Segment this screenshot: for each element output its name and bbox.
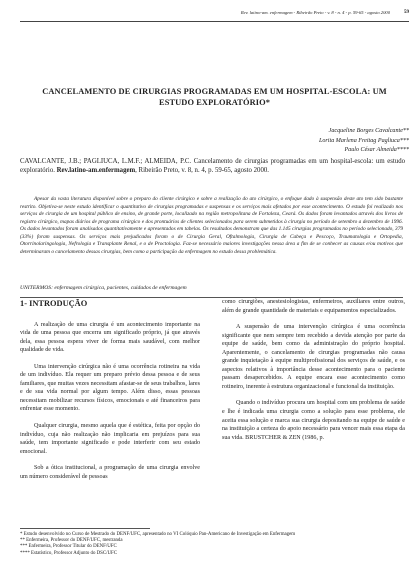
citation-details: , Ribeirão Preto, v. 8, n. 4, p. 59-65, agosto 2000.	[135, 167, 269, 175]
citation-authors-title: CAVALCANTE, J.B.; PAGLIUCA, L.M.F.; ALMEIDA, P.C. Cancelamento de cirurgias programadas em um hospital-escola: um estudo exploratório.	[20, 158, 405, 175]
footnote-divider	[20, 528, 150, 529]
footnotes	[20, 532, 410, 557]
abstract: Apesar da vasta literatura disponível sobre o preparo do cliente cirúrgico e sobre a realização do ato cirúrgico, o enfoque dado à suspensão deste ato tem sido bastante restrito. Objetiva-se neste estudo identificar o quantitativo de cirurgias programadas e suspensas e os serviços mais afetados por esse acontecimento. O estudo foi realizado nos serviços de cirurgia de um hospital público de ensino, de grande porte, localizado na região metropolitana de Fortaleza, Ceará. Os dados foram levantados através dos livros de registro cirúrgico, mapas diários de programa cirúrgico e dos prontuários de clientes selecionados para serem submetidos à cirurgia no período de setembro a dezembro de 1996. Os dados levantados foram analisados quantitativamente e apresentados em tabelas. Os resultados demonstram que das 1.145 cirurgias programadas no período selecionado, 379 (33%) foram suspensas. Os serviços mais prejudicados foram o de Cirurgia Geral, Oftalmologia, Cirurgia de Cabeça e Pescoço, Traumatologia e Ortopedia, Otorrinolaringologia, Nefrologia e Transplante Renal, e o de Proctologia. Faz-se necessário maiores investigações nessa área a fim de se conhecer as causas e/ou motivos que determinaram o cancelamento dessas cirurgias, bem como a participação da enfermagem no estudo dessa problemática.	[20, 196, 403, 255]
footnote-3: *** Enfermeira, Professor Titular do DENF/UFC	[20, 544, 117, 550]
paragraph: A suspensão de uma intervenção cirúrgica é uma ocorrência significante que nem sempre tem recebido a devida atenção por parte da equipe de saúde, bem como da administração do próprio hospital. Aparentemente, o cancelamento de cirurgias programadas não causa grande inquietação à equipe multiprofissional dos serviços de saúde, e os aspectos relativos à importância desse acontecimento para o paciente passam desapercebidos. A equipe encara esse acontecimento como rotineiro, inerente à estrutura organizacional e funcional da instituição.	[222, 324, 405, 390]
footnote-4: **** Estatístico, Professor Adjunto do DSC/UFC	[20, 550, 118, 556]
paragraph: Qualquer cirurgia, mesmo aquela que é estética, feita por opção do indivíduo, cuja não realização não implicaria em prejuízos para sua saúde, tem importante significado e pode interferir com seu estado emocional.	[20, 423, 200, 455]
running-header-text: Rev. latino-am. enfermagem - Ribeirão Preto - v. 8 - n. 4 - p. 59-65 - agosto 2000	[240, 10, 390, 15]
author-1: Jacqueline Borges Cavalcante**	[328, 128, 409, 134]
uniterms: UNITERMOS: enfermagem cirúrgica, pacientes, cuidados de enfermagem	[20, 285, 187, 291]
paragraph: Quando o indivíduo procura um hospital com um problema de saúde e lhe é indicada uma cirurgia como a solução para esse problema, ele aceita essa solução e marca sua cirurgia depositando na equipe de saúde e na instituição a certeza do apoio necessário para vencer mais essa etapa da sua vida. BRUSTCHER & ZEN (1986, p.	[222, 400, 405, 441]
right-column	[222, 298, 405, 442]
footnote-1: * Estudo desenvolvido no Curso de Mestrado do DENF/UFC, apresentado no VI Colóquio Pan-Americano de Investigação em Enfermagem	[20, 532, 296, 537]
author-3: Paulo César Almeida****	[344, 147, 409, 154]
paragraph: Sob a ótica institucional, a programação de uma cirurgia envolve um número considerável de pessoas	[20, 465, 200, 480]
page-number: 59	[404, 10, 409, 15]
paragraph: como cirurgiões, anestesiologistas, enfermeiros, auxiliares entre outros, além de grande quantidade de materiais e equipamentos especializados.	[222, 299, 405, 314]
paragraph: Uma intervenção cirúrgica não é uma ocorrência rotineira na vida de um indivíduo. Ela requer um preparo prévio dessa pessoa e de seus familiares, que muitas vezes necessitam afastar-se de seus trabalhos, lares e de sua vida normal por algum tempo. Além disso, essas pessoas necessitam mobilizar recursos físicos, emocionais e até financeiros para enfrentar esse momento.	[20, 363, 200, 413]
left-column	[20, 300, 200, 481]
footnote-2: ** Enfermeira, Professor do DENF/UFC, mestranda	[20, 538, 123, 544]
author-list	[319, 127, 409, 156]
citation-reference	[20, 157, 405, 176]
section-heading: 1- INTRODUÇÃO	[20, 299, 88, 308]
author-2: Lorita Marlena Freitag Pagliuca***	[319, 137, 409, 144]
running-header	[20, 10, 409, 22]
citation-journal: Rev.latino-am.enfermagem	[56, 167, 136, 175]
paragraph: A realização de uma cirurgia é um acontecimento importante na vida de uma pessoa que encerra um significado próprio, já que através dela, essa pessoa espera viver de forma mais saudável, com melhor qualidade de vida.	[20, 321, 200, 354]
article-title: CANCELAMENTO DE CIRURGIAS PROGRAMADAS EM UM HOSPITAL-ESCOLA: UM ESTUDO EXPLORATÓRIO*	[42, 87, 387, 107]
